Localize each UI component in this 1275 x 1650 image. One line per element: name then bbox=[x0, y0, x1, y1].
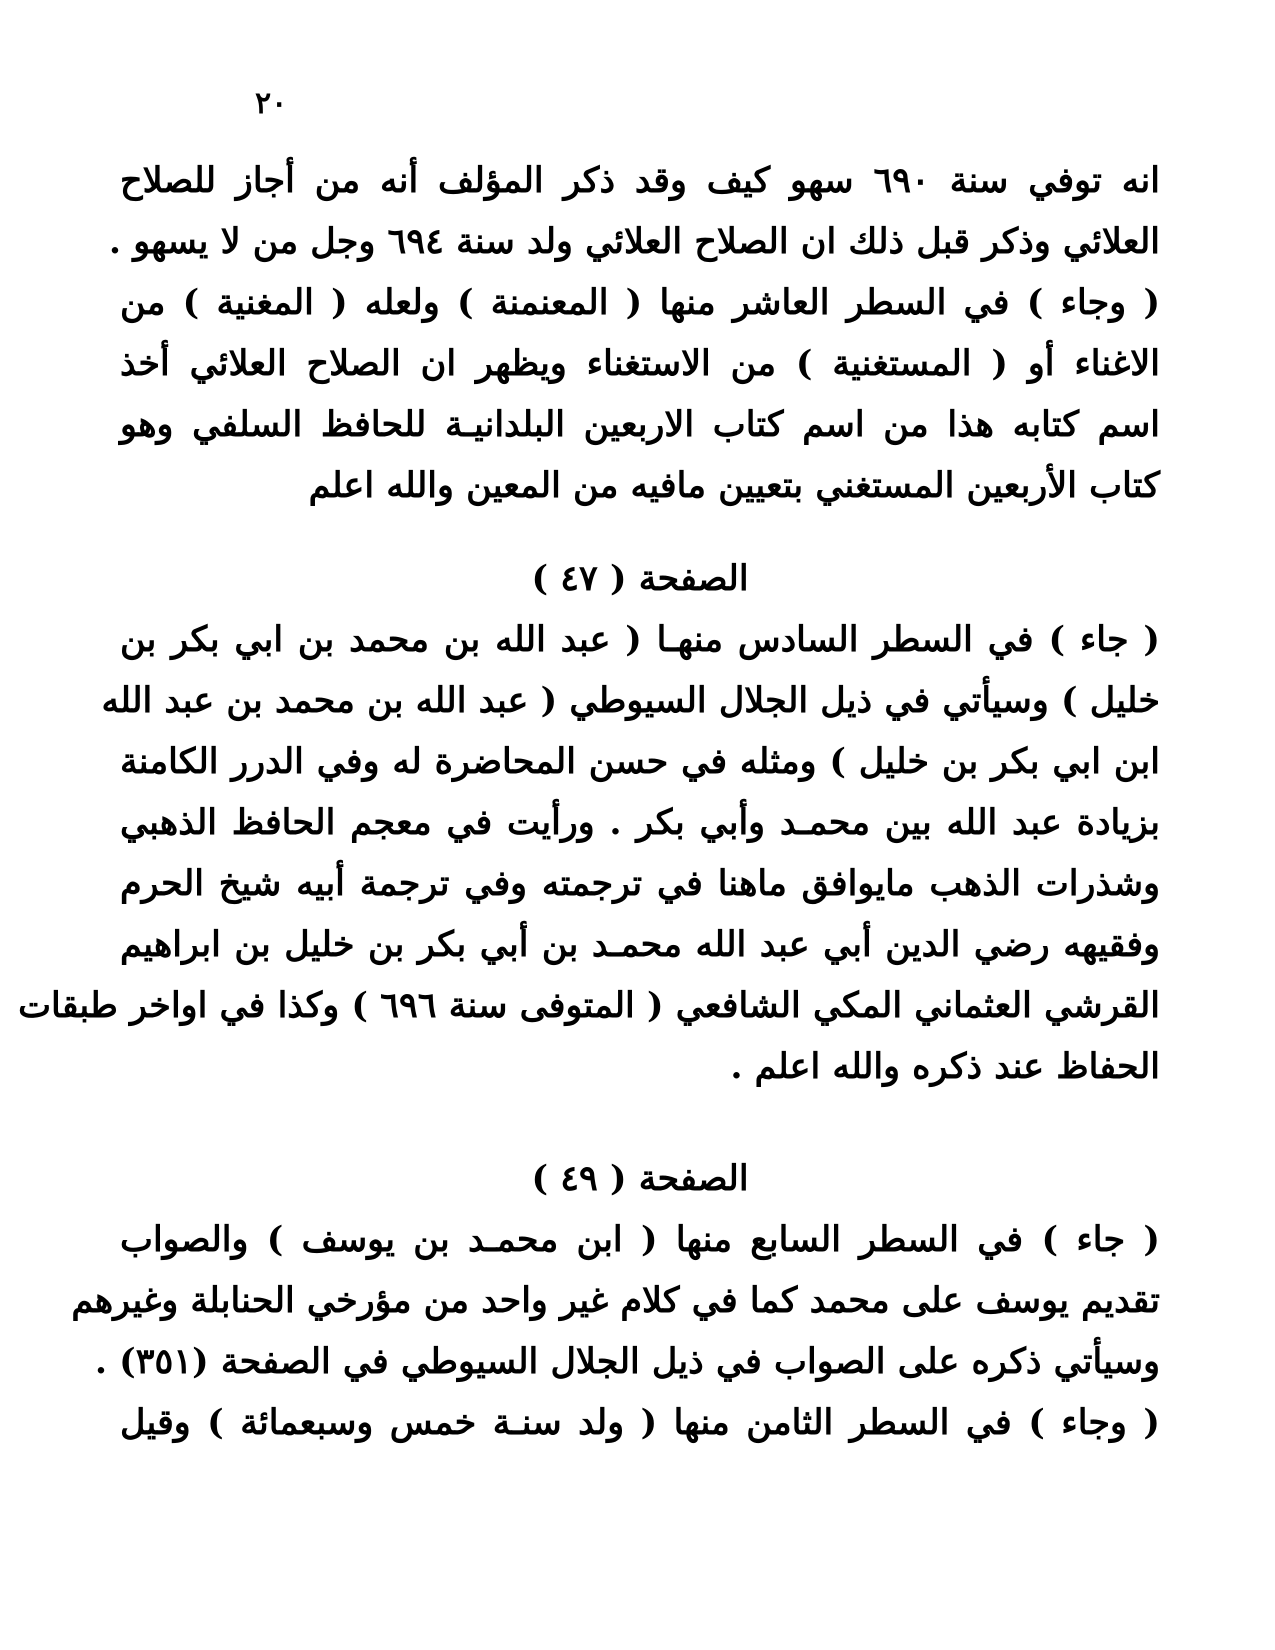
text-line: وفقيهه رضي الدين أبي عبد الله محمـد بن أبي بكر بن خليل بن ابراهيم bbox=[120, 924, 1160, 965]
text-line: تقديم يوسف على محمد كما في كلام غير واحد من مؤرخي الحنابلة وغيرهم bbox=[71, 1280, 1160, 1321]
text-line: خليل ) وسيأتي في ذيل الجلال السيوطي ( عبد الله بن محمد بن عبد الله bbox=[101, 680, 1160, 721]
section-heading: الصفحة ( ٤٧ ) bbox=[531, 558, 749, 599]
text-line: ( جاء ) في السطر السابع منها ( ابن محمـد بن يوسف ) والصواب bbox=[120, 1219, 1160, 1260]
text-line: كتاب الأربعين المستغني بتعيين مافيه من المعين والله اعلم bbox=[308, 465, 1160, 506]
text-line: وسيأتي ذكره على الصواب في ذيل الجلال السيوطي في الصفحة (٣٥١) . bbox=[94, 1341, 1160, 1382]
text-line: العلائي وذكر قبل ذلك ان الصلاح العلائي ولد سنة ٦٩٤ وجل من لا يسهو . bbox=[108, 221, 1160, 262]
text-line: ( وجاء ) في السطر العاشر منها ( المعنمنة ) ولعله ( المغنية ) من bbox=[120, 282, 1160, 323]
text-line: انه توفي سنة ٦٩٠ سهو كيف وقد ذكر المؤلف أنه من أجاز للصلاح bbox=[120, 160, 1160, 201]
text-line: الحفاظ عند ذكره والله اعلم . bbox=[730, 1046, 1160, 1087]
text-line: وشذرات الذهب مايوافق ماهنا في ترجمته وفي ترجمة أبيه شيخ الحرم bbox=[120, 863, 1160, 904]
text-line: ( وجاء ) في السطر الثامن منها ( ولد سنـة خمس وسبعمائة ) وقيل bbox=[120, 1402, 1160, 1443]
text-line: ( جاء ) في السطر السادس منهـا ( عبد الله بن محمد بن ابي بكر بن bbox=[120, 619, 1160, 660]
section-3 bbox=[71, 1148, 1160, 1453]
section-heading: الصفحة ( ٤٩ ) bbox=[531, 1158, 749, 1199]
text-line: الاغناء أو ( المستغنية ) من الاستغناء ويظهر ان الصلاح العلائي أخذ bbox=[120, 343, 1160, 384]
page-number: ٢٠ bbox=[255, 86, 288, 121]
text-line: القرشي العثماني المكي الشافعي ( المتوفى سنة ٦٩٦ ) وكذا في اواخر طبقات bbox=[18, 985, 1160, 1026]
text-line: اسم كتابه هذا من اسم كتاب الاربعين البلدانيـة للحافظ السلفي وهو bbox=[120, 404, 1160, 445]
section-1 bbox=[108, 150, 1160, 516]
text-line: بزيادة عبد الله بين محمـد وأبي بكر . ورأيت في معجم الحافظ الذهبي bbox=[120, 802, 1160, 843]
section-2 bbox=[18, 548, 1160, 1097]
text-line: ابن ابي بكر بن خليل ) ومثله في حسن المحاضرة له وفي الدرر الكامنة bbox=[120, 741, 1160, 782]
